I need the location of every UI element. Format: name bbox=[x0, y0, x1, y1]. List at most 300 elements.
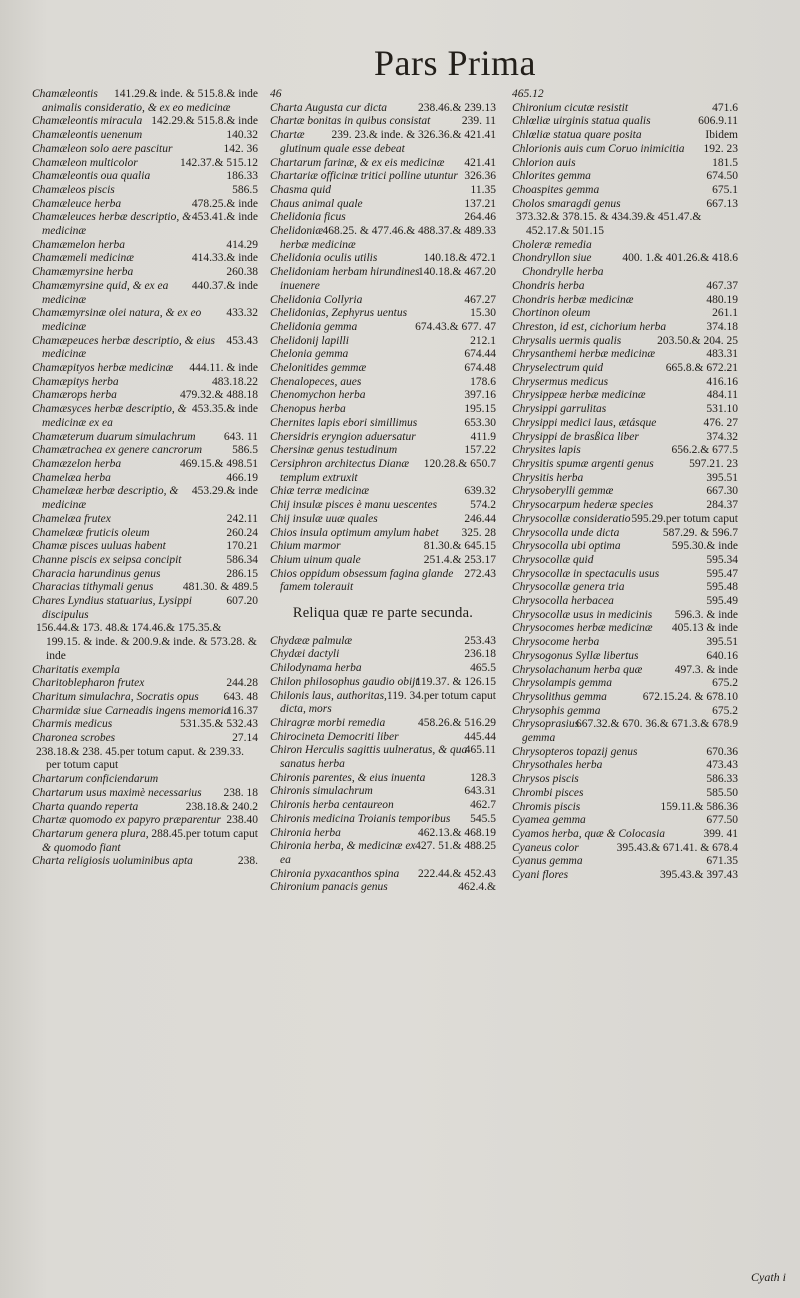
entry-term: Chryselectrum quid bbox=[512, 362, 604, 375]
page-reference: 142. 36 bbox=[223, 142, 258, 155]
page-reference: 159.11.& 586.36 bbox=[660, 800, 738, 813]
index-entry bbox=[270, 211, 496, 225]
index-entry bbox=[270, 184, 496, 198]
page-reference: 586.34 bbox=[226, 553, 258, 566]
page-reference: 478.25.& inde bbox=[191, 197, 258, 210]
entry-term: Chelidonia ficus bbox=[270, 211, 346, 224]
index-entry bbox=[32, 170, 258, 184]
entry-term: Charitatis exempla bbox=[32, 663, 120, 676]
entry-term: Chamæleontis oua qualia bbox=[32, 170, 151, 183]
entry-term: Chamelææ herbæ descriptio, & medicinæ bbox=[32, 485, 179, 512]
entry-term: Chrysocollæ quid bbox=[512, 553, 594, 566]
entry-term: Chamæleon multicolor bbox=[32, 156, 138, 169]
page-reference: 411.9 bbox=[470, 430, 496, 443]
index-entry bbox=[512, 705, 738, 719]
page-reference: 473.43 bbox=[706, 759, 738, 772]
page-reference: 119. 34.per totum caput bbox=[386, 689, 496, 702]
index-entry bbox=[32, 335, 258, 362]
page-reference: 286.15 bbox=[226, 567, 258, 580]
entry-term: Chamæmelon herba bbox=[32, 238, 125, 251]
page-reference: 170.21 bbox=[226, 540, 258, 553]
entry-term: Chromis piscis bbox=[512, 800, 581, 813]
entry-term: Choaspites gemma bbox=[512, 183, 600, 196]
page-reference: 465.11 bbox=[464, 744, 496, 757]
entry-term: Chelidonias, Zephyrus uentus bbox=[270, 307, 408, 320]
entry-term: Chironium cicutæ resistit bbox=[512, 101, 629, 114]
page-reference: 261.1 bbox=[712, 307, 738, 320]
index-entry bbox=[32, 568, 258, 582]
entry-term: Chrysocolla herbacea bbox=[512, 595, 614, 608]
entry-term: Chartarum genera plura, & quomodo fiant bbox=[32, 827, 149, 854]
page-reference: 462.13.& 468.19 bbox=[418, 826, 496, 839]
entry-term: Chamæmyrsine herba bbox=[32, 266, 134, 279]
index-entry bbox=[270, 88, 496, 102]
page-reference: 497.3. & inde bbox=[674, 663, 738, 676]
entry-term: Chrysoprasius gemma bbox=[512, 718, 580, 745]
index-entry bbox=[32, 184, 258, 198]
index-entry bbox=[270, 690, 496, 717]
page-reference: 595.30.& inde bbox=[671, 540, 738, 553]
entry-term: Chelonitides gemmæ bbox=[270, 362, 367, 375]
page-reference: 667.30 bbox=[706, 485, 738, 498]
entry-term: Charta religiosis uoluminibus apta bbox=[32, 855, 193, 868]
page-reference: 671.35 bbox=[706, 855, 738, 868]
page-reference: 640.16 bbox=[706, 649, 738, 662]
index-entry bbox=[32, 88, 258, 115]
entry-term: Chamæleontis uenenum bbox=[32, 129, 143, 142]
index-entry bbox=[32, 266, 258, 280]
index-entry bbox=[270, 307, 496, 321]
page-reference: 11.35 bbox=[470, 183, 496, 196]
entry-term: Chrysites lapis bbox=[512, 444, 581, 457]
entry-term: Chrysothales herba bbox=[512, 759, 603, 772]
page-reference: 643. 11 bbox=[223, 430, 258, 443]
index-entry bbox=[512, 403, 738, 417]
page-reference: 445.44 bbox=[464, 730, 496, 743]
entry-term: Chartæ glutinum quale esse debeat bbox=[270, 129, 405, 155]
page-reference: 440.37.& inde bbox=[191, 279, 258, 292]
entry-term: Chiron Herculis sagittis uulneratus, & qua sanatus herba bbox=[270, 744, 468, 771]
page-reference: 545.5 bbox=[470, 812, 496, 825]
index-entry bbox=[512, 759, 738, 773]
index-entry bbox=[270, 568, 496, 595]
index-entry bbox=[270, 868, 496, 882]
page-reference: 236.18 bbox=[464, 648, 496, 661]
entry-term: Chrysocollæ consideratio bbox=[512, 512, 631, 525]
index-entry bbox=[512, 444, 738, 458]
index-entry bbox=[512, 211, 738, 252]
index-entry bbox=[270, 115, 496, 129]
entry-term: Cyamea gemma bbox=[512, 814, 586, 827]
entry-term: Chlorion auis bbox=[512, 156, 576, 169]
index-entry bbox=[270, 335, 496, 349]
index-entry bbox=[512, 307, 738, 321]
entry-term: Chrysogonus Syllæ libertus bbox=[512, 649, 639, 662]
index-entry bbox=[32, 718, 258, 732]
page-reference: 81.30.& 645.15 bbox=[423, 540, 496, 553]
index-entry bbox=[32, 431, 258, 445]
entry-term: Charmidæ siue Carneadis ingens memoria bbox=[32, 704, 230, 717]
page-reference: 238.40 bbox=[226, 814, 258, 827]
page-reference: 453.43 bbox=[226, 334, 258, 347]
entry-term: Cyamos herba, quæ & Colocasia bbox=[512, 827, 666, 840]
entry-term: Cyaneus color bbox=[512, 841, 579, 854]
page-reference: 672.15.24. & 678.10 bbox=[642, 690, 738, 703]
page-reference: 260.24 bbox=[226, 526, 258, 539]
page-title: Pars Prima bbox=[374, 43, 536, 83]
index-entry bbox=[270, 198, 496, 212]
entry-term: 465.12 bbox=[512, 88, 544, 100]
entry-term: Chironia herba, & medicinæ ex ea bbox=[270, 840, 416, 866]
index-entry bbox=[270, 417, 496, 431]
page-reference: 238.18.& 240.2 bbox=[185, 800, 258, 813]
page-reference: 481.30. & 489.5 bbox=[182, 581, 258, 594]
index-entry bbox=[512, 677, 738, 691]
entry-term: Chartarum farinæ, & ex eis medicinæ bbox=[270, 156, 445, 169]
page-reference: 586.5 bbox=[232, 444, 258, 457]
page-reference: 157.22 bbox=[464, 444, 496, 457]
index-entry bbox=[32, 622, 258, 677]
index-entry bbox=[270, 527, 496, 541]
index-entry bbox=[32, 280, 258, 307]
entry-term: Chamæleontis animalis consideratio, & ex eo medicinæ bbox=[32, 88, 231, 114]
entry-term: Characia harundinus genus bbox=[32, 567, 161, 580]
entry-term: Chamelææ fruticis oleum bbox=[32, 526, 150, 539]
entry-term: Chrysalis uermis qualis bbox=[512, 334, 622, 347]
entry-term: Chilonis laus, authoritas, dicta, mors bbox=[270, 689, 387, 716]
page-reference: 670.36 bbox=[706, 745, 738, 758]
page-reference: 251.4.& 253.17 bbox=[423, 553, 496, 566]
index-entry bbox=[512, 540, 738, 554]
entry-term: Chlœliæ statua quare posita bbox=[512, 129, 642, 142]
page-reference: 15.30 bbox=[470, 307, 496, 320]
index-entry bbox=[270, 717, 496, 731]
entry-term: Chamæzelon herba bbox=[32, 457, 122, 470]
page-reference: 246.44 bbox=[464, 512, 496, 525]
page-reference: 427. 51.& 488.25 bbox=[415, 840, 496, 853]
index-entry bbox=[270, 389, 496, 403]
page-reference: 453.41.& inde bbox=[191, 211, 258, 224]
page-reference: 483.18.22 bbox=[212, 375, 258, 388]
page-reference: 462.4.& bbox=[458, 881, 496, 894]
page-reference: 212.1 bbox=[470, 334, 496, 347]
page-reference: 397.16 bbox=[464, 389, 496, 402]
page-reference: 476. 27 bbox=[703, 416, 738, 429]
page-reference: 433.32 bbox=[226, 307, 258, 320]
entry-term: Chelidonij lapilli bbox=[270, 334, 349, 347]
entry-term: Chlorites gemma bbox=[512, 170, 591, 183]
page-reference: 373.32.& 378.15. & 434.39.& 451.47.& 452.17.& 501.15 bbox=[516, 211, 702, 238]
index-entry bbox=[32, 527, 258, 541]
index-entry bbox=[512, 88, 738, 102]
index-entry bbox=[270, 458, 496, 485]
page-reference: 156.44.& 173. 48.& 174.46.& 175.35.& 199.15. & inde. & 200.9.& inde. & 573.28. & inde bbox=[36, 622, 257, 662]
index-entry bbox=[512, 595, 738, 609]
index-entry bbox=[512, 814, 738, 828]
index-entry bbox=[32, 362, 258, 376]
entry-term: Chamæmyrsinæ olei natura, & ex eo medicinæ bbox=[32, 307, 202, 333]
entry-term: Chydæi dactyli bbox=[270, 648, 340, 661]
page-reference: 405.13 & inde bbox=[671, 622, 738, 635]
page-reference: 597.21. 23 bbox=[689, 457, 738, 470]
entry-term: Chartariæ officinæ tritici polline utuntur bbox=[270, 170, 458, 183]
index-entry bbox=[512, 801, 738, 815]
entry-term: Chironis simulachrum bbox=[270, 785, 373, 798]
page-reference: 479.32.& 488.18 bbox=[180, 389, 258, 402]
page-reference: 467.27 bbox=[464, 293, 496, 306]
entry-term: Chartarum conficiendarum bbox=[32, 773, 159, 786]
index-entry bbox=[512, 513, 738, 527]
page-reference: 595.48 bbox=[706, 581, 738, 594]
index-entry bbox=[512, 389, 738, 403]
entry-term: Chenopus herba bbox=[270, 403, 346, 416]
index-entry bbox=[32, 211, 258, 238]
entry-term: Chiragræ morbi remedia bbox=[270, 716, 386, 729]
entry-term: Charmis medicus bbox=[32, 718, 113, 731]
index-entry bbox=[270, 376, 496, 390]
entry-term: Chares Lyndius statuarius, Lysippi discipulus bbox=[32, 595, 192, 621]
entry-term: Chrysanthemi herbæ medicinæ bbox=[512, 348, 656, 361]
page-reference: 596.3. & inde bbox=[674, 608, 738, 621]
entry-term: Chilodynama herba bbox=[270, 662, 362, 675]
page-reference: 653.30 bbox=[464, 416, 496, 429]
entry-term: Chamætrachea ex genere cancrorum bbox=[32, 444, 203, 457]
index-entry bbox=[270, 772, 496, 786]
index-entry bbox=[512, 485, 738, 499]
entry-term: Chironia herba bbox=[270, 826, 341, 839]
index-entry bbox=[270, 252, 496, 266]
index-entry bbox=[512, 431, 738, 445]
index-entry bbox=[512, 622, 738, 636]
page-reference: 284.37 bbox=[706, 499, 738, 512]
entry-term: Chrysippi medici laus, ætásque bbox=[512, 416, 657, 429]
page-reference: 667.32.& 670. 36.& 671.3.& 678.9 bbox=[576, 718, 738, 731]
page-reference: 444.11. & inde bbox=[189, 362, 258, 375]
page-reference: 471.6 bbox=[712, 101, 738, 114]
entry-term: Chondris herba bbox=[512, 279, 585, 292]
entry-term: Chamelæa frutex bbox=[32, 512, 111, 525]
index-entry bbox=[32, 143, 258, 157]
entry-term: Chamæleos piscis bbox=[32, 183, 115, 196]
entry-term: Chrysolithus gemma bbox=[512, 690, 607, 703]
index-entry bbox=[32, 307, 258, 334]
catchword: Cyath i bbox=[751, 1270, 786, 1284]
entry-term: Charta Augusta cur dicta bbox=[270, 101, 388, 114]
page-reference: 466.19 bbox=[226, 471, 258, 484]
index-entry bbox=[270, 744, 496, 771]
entry-term: Chelidoniæ herbæ medicinæ bbox=[270, 225, 356, 251]
page-reference: 484.11 bbox=[706, 389, 738, 402]
index-entry bbox=[32, 691, 258, 705]
entry-term: Chrysippi de brasßica liber bbox=[512, 430, 639, 443]
index-entry bbox=[270, 348, 496, 362]
entry-term: Chrysocollæ genera tria bbox=[512, 581, 625, 594]
page-reference: 120.28.& 650.7 bbox=[423, 457, 496, 470]
index-entry bbox=[270, 799, 496, 813]
index-entry bbox=[512, 321, 738, 335]
index-entry bbox=[32, 746, 258, 787]
page-reference: 674.48 bbox=[464, 362, 496, 375]
page-reference: 467.37 bbox=[706, 279, 738, 292]
index-entry bbox=[512, 129, 738, 143]
index-entry bbox=[270, 785, 496, 799]
entry-term: Chelidonia oculis utilis bbox=[270, 252, 378, 265]
page-reference: 326.36 bbox=[464, 170, 496, 183]
entry-term: Chamæleontis miracula bbox=[32, 115, 143, 128]
entry-term: Chrysophis gemma bbox=[512, 704, 601, 717]
index-entry bbox=[32, 540, 258, 554]
index-entry bbox=[270, 129, 496, 156]
index-entry bbox=[512, 102, 738, 116]
index-entry bbox=[512, 458, 738, 472]
page-reference: 595.49 bbox=[706, 595, 738, 608]
index-entry bbox=[512, 157, 738, 171]
page-reference: 421.41 bbox=[464, 156, 496, 169]
index-entry bbox=[270, 170, 496, 184]
entry-term: Chamæmyrsine quid, & ex ea medicinæ bbox=[32, 279, 169, 306]
index-entry bbox=[512, 252, 738, 279]
page-reference: 288.45.per totum caput bbox=[151, 827, 258, 840]
page-reference: 643. 48 bbox=[223, 690, 258, 703]
entry-term: Chrysippi garrulitas bbox=[512, 403, 607, 416]
entry-term: Chersinæ genus testudinum bbox=[270, 444, 398, 457]
entry-term: Characias tithymali genus bbox=[32, 581, 154, 594]
entry-term: Chamæ pisces uuluas habent bbox=[32, 540, 166, 553]
entry-term: Chamelæa herba bbox=[32, 471, 111, 484]
index-entry bbox=[32, 129, 258, 143]
page-reference: 587.29. & 596.7 bbox=[662, 526, 738, 539]
index-entry bbox=[32, 554, 258, 568]
entry-term: Chrysocarpum hederæ species bbox=[512, 499, 654, 512]
entry-term: Chrysermus medicus bbox=[512, 375, 609, 388]
entry-term: Chamæsyces herbæ descriptio, & medicinæ ex ea bbox=[32, 403, 187, 429]
index-entry bbox=[32, 513, 258, 527]
entry-term: Chreston, id est, cichorium herba bbox=[512, 320, 667, 333]
index-column-1 bbox=[32, 88, 258, 869]
entry-term: Chamærops herba bbox=[32, 389, 117, 402]
index-entry bbox=[270, 513, 496, 527]
page-reference: 400. 1.& 401.26.& 418.6 bbox=[622, 252, 738, 265]
entry-term: Chironia pyxacanthos spina bbox=[270, 867, 400, 880]
page-reference: 665.8.& 672.21 bbox=[665, 362, 738, 375]
entry-term: Cholos smaragdi genus bbox=[512, 197, 621, 210]
index-entry bbox=[512, 499, 738, 513]
index-entry bbox=[32, 472, 258, 486]
page-reference: 374.18 bbox=[706, 320, 738, 333]
page-reference: 395.43.& 397.43 bbox=[660, 869, 738, 882]
entry-term: Chenomychon herba bbox=[270, 389, 366, 402]
entry-term: Chernites lapis ebori simillimus bbox=[270, 416, 418, 429]
entry-term: Chelidonia gemma bbox=[270, 320, 358, 333]
page-reference: 606.9.11 bbox=[698, 115, 738, 128]
index-entry bbox=[512, 664, 738, 678]
page-reference: 141.29.& inde. & 515.8.& inde bbox=[113, 88, 258, 100]
page-reference: 186.33 bbox=[226, 170, 258, 183]
page-reference: 238.46.& 239.13 bbox=[418, 101, 496, 114]
index-entry bbox=[32, 677, 258, 691]
page-reference: 272.43 bbox=[464, 567, 496, 580]
entry-term: Chrysitis herba bbox=[512, 471, 584, 484]
entry-term: Chrysocolla unde dicta bbox=[512, 526, 620, 539]
entry-term: Choleræ remedia bbox=[512, 238, 592, 251]
index-entry bbox=[32, 389, 258, 403]
page-reference: 416.16 bbox=[706, 375, 738, 388]
page-reference: 595.34 bbox=[706, 553, 738, 566]
entry-term: Chrysocollæ in spectaculis usus bbox=[512, 567, 660, 580]
page-reference: 677.50 bbox=[706, 814, 738, 827]
entry-term: Chrysos piscis bbox=[512, 773, 579, 786]
index-entry bbox=[32, 705, 258, 719]
index-entry bbox=[512, 636, 738, 650]
index-entry bbox=[32, 595, 258, 622]
page-reference: 483.31 bbox=[706, 348, 738, 361]
entry-term: Chamæleuce herba bbox=[32, 197, 122, 210]
entry-term: Chamæleuces herbæ descriptio, & medicinæ bbox=[32, 211, 192, 238]
entry-term: Chersidris eryngion aduersatur bbox=[270, 430, 416, 443]
page-reference: 675.1 bbox=[712, 183, 738, 196]
index-entry bbox=[512, 184, 738, 198]
entry-term: Chrombi pisces bbox=[512, 786, 584, 799]
entry-term: Chelonia gemma bbox=[270, 348, 349, 361]
index-entry bbox=[512, 568, 738, 582]
index-entry bbox=[512, 335, 738, 349]
entry-term: Chelidoniam herbam hirundines inuenere bbox=[270, 266, 420, 292]
entry-term: Chrysocolla ubi optima bbox=[512, 540, 621, 553]
index-entry bbox=[270, 431, 496, 445]
entry-term: Chamæpityos herbæ medicinæ bbox=[32, 362, 174, 375]
entry-term: Chamæterum duarum simulachrum bbox=[32, 430, 196, 443]
index-entry bbox=[512, 376, 738, 390]
index-entry bbox=[512, 581, 738, 595]
index-entry bbox=[512, 280, 738, 294]
page-reference: 595.47 bbox=[706, 567, 738, 580]
index-entry bbox=[32, 828, 258, 855]
entry-term: Chelidonia Collyria bbox=[270, 293, 363, 306]
entry-term: Chartæ quomodo ex papyro præparentur bbox=[32, 814, 221, 827]
page-reference: 480.19 bbox=[706, 293, 738, 306]
entry-term: Chironium panacis genus bbox=[270, 881, 388, 894]
page-reference: 116.37 bbox=[226, 704, 258, 717]
index-entry bbox=[270, 157, 496, 171]
page-reference: 238. 18 bbox=[223, 786, 258, 799]
entry-term: Chartæ bonitas in quibus consistat bbox=[270, 115, 431, 128]
entry-term: Chamæleon solo aere pascitur bbox=[32, 142, 173, 155]
page-reference: 585.50 bbox=[706, 786, 738, 799]
entry-term: Chios oppidum obsessum fagina glande famem tolerauit bbox=[270, 567, 454, 594]
page-reference: 639.32 bbox=[464, 485, 496, 498]
page-reference: 27.14 bbox=[232, 732, 258, 745]
index-entry bbox=[512, 115, 738, 129]
page-reference: 574.2 bbox=[470, 499, 496, 512]
entry-term: Chaus animal quale bbox=[270, 197, 363, 210]
index-entry bbox=[270, 662, 496, 676]
index-entry bbox=[270, 294, 496, 308]
entry-term: Chartarum usus maximè necessarius bbox=[32, 786, 202, 799]
index-entry bbox=[32, 115, 258, 129]
page-reference: 222.44.& 452.43 bbox=[418, 867, 496, 880]
page-reference: 260.38 bbox=[226, 266, 258, 279]
entry-term: Cyanus gemma bbox=[512, 855, 583, 868]
entry-term: Chrysolachanum herba quæ bbox=[512, 663, 643, 676]
page-reference: 675.2 bbox=[712, 704, 738, 717]
index-entry bbox=[32, 376, 258, 390]
index-entry bbox=[512, 787, 738, 801]
entry-term: Chrysoberylli gemmæ bbox=[512, 485, 614, 498]
page-reference: 674.44 bbox=[464, 348, 496, 361]
index-entry bbox=[512, 650, 738, 664]
page-reference: Ibidem bbox=[705, 129, 738, 142]
page-reference: 128.3 bbox=[470, 771, 496, 784]
